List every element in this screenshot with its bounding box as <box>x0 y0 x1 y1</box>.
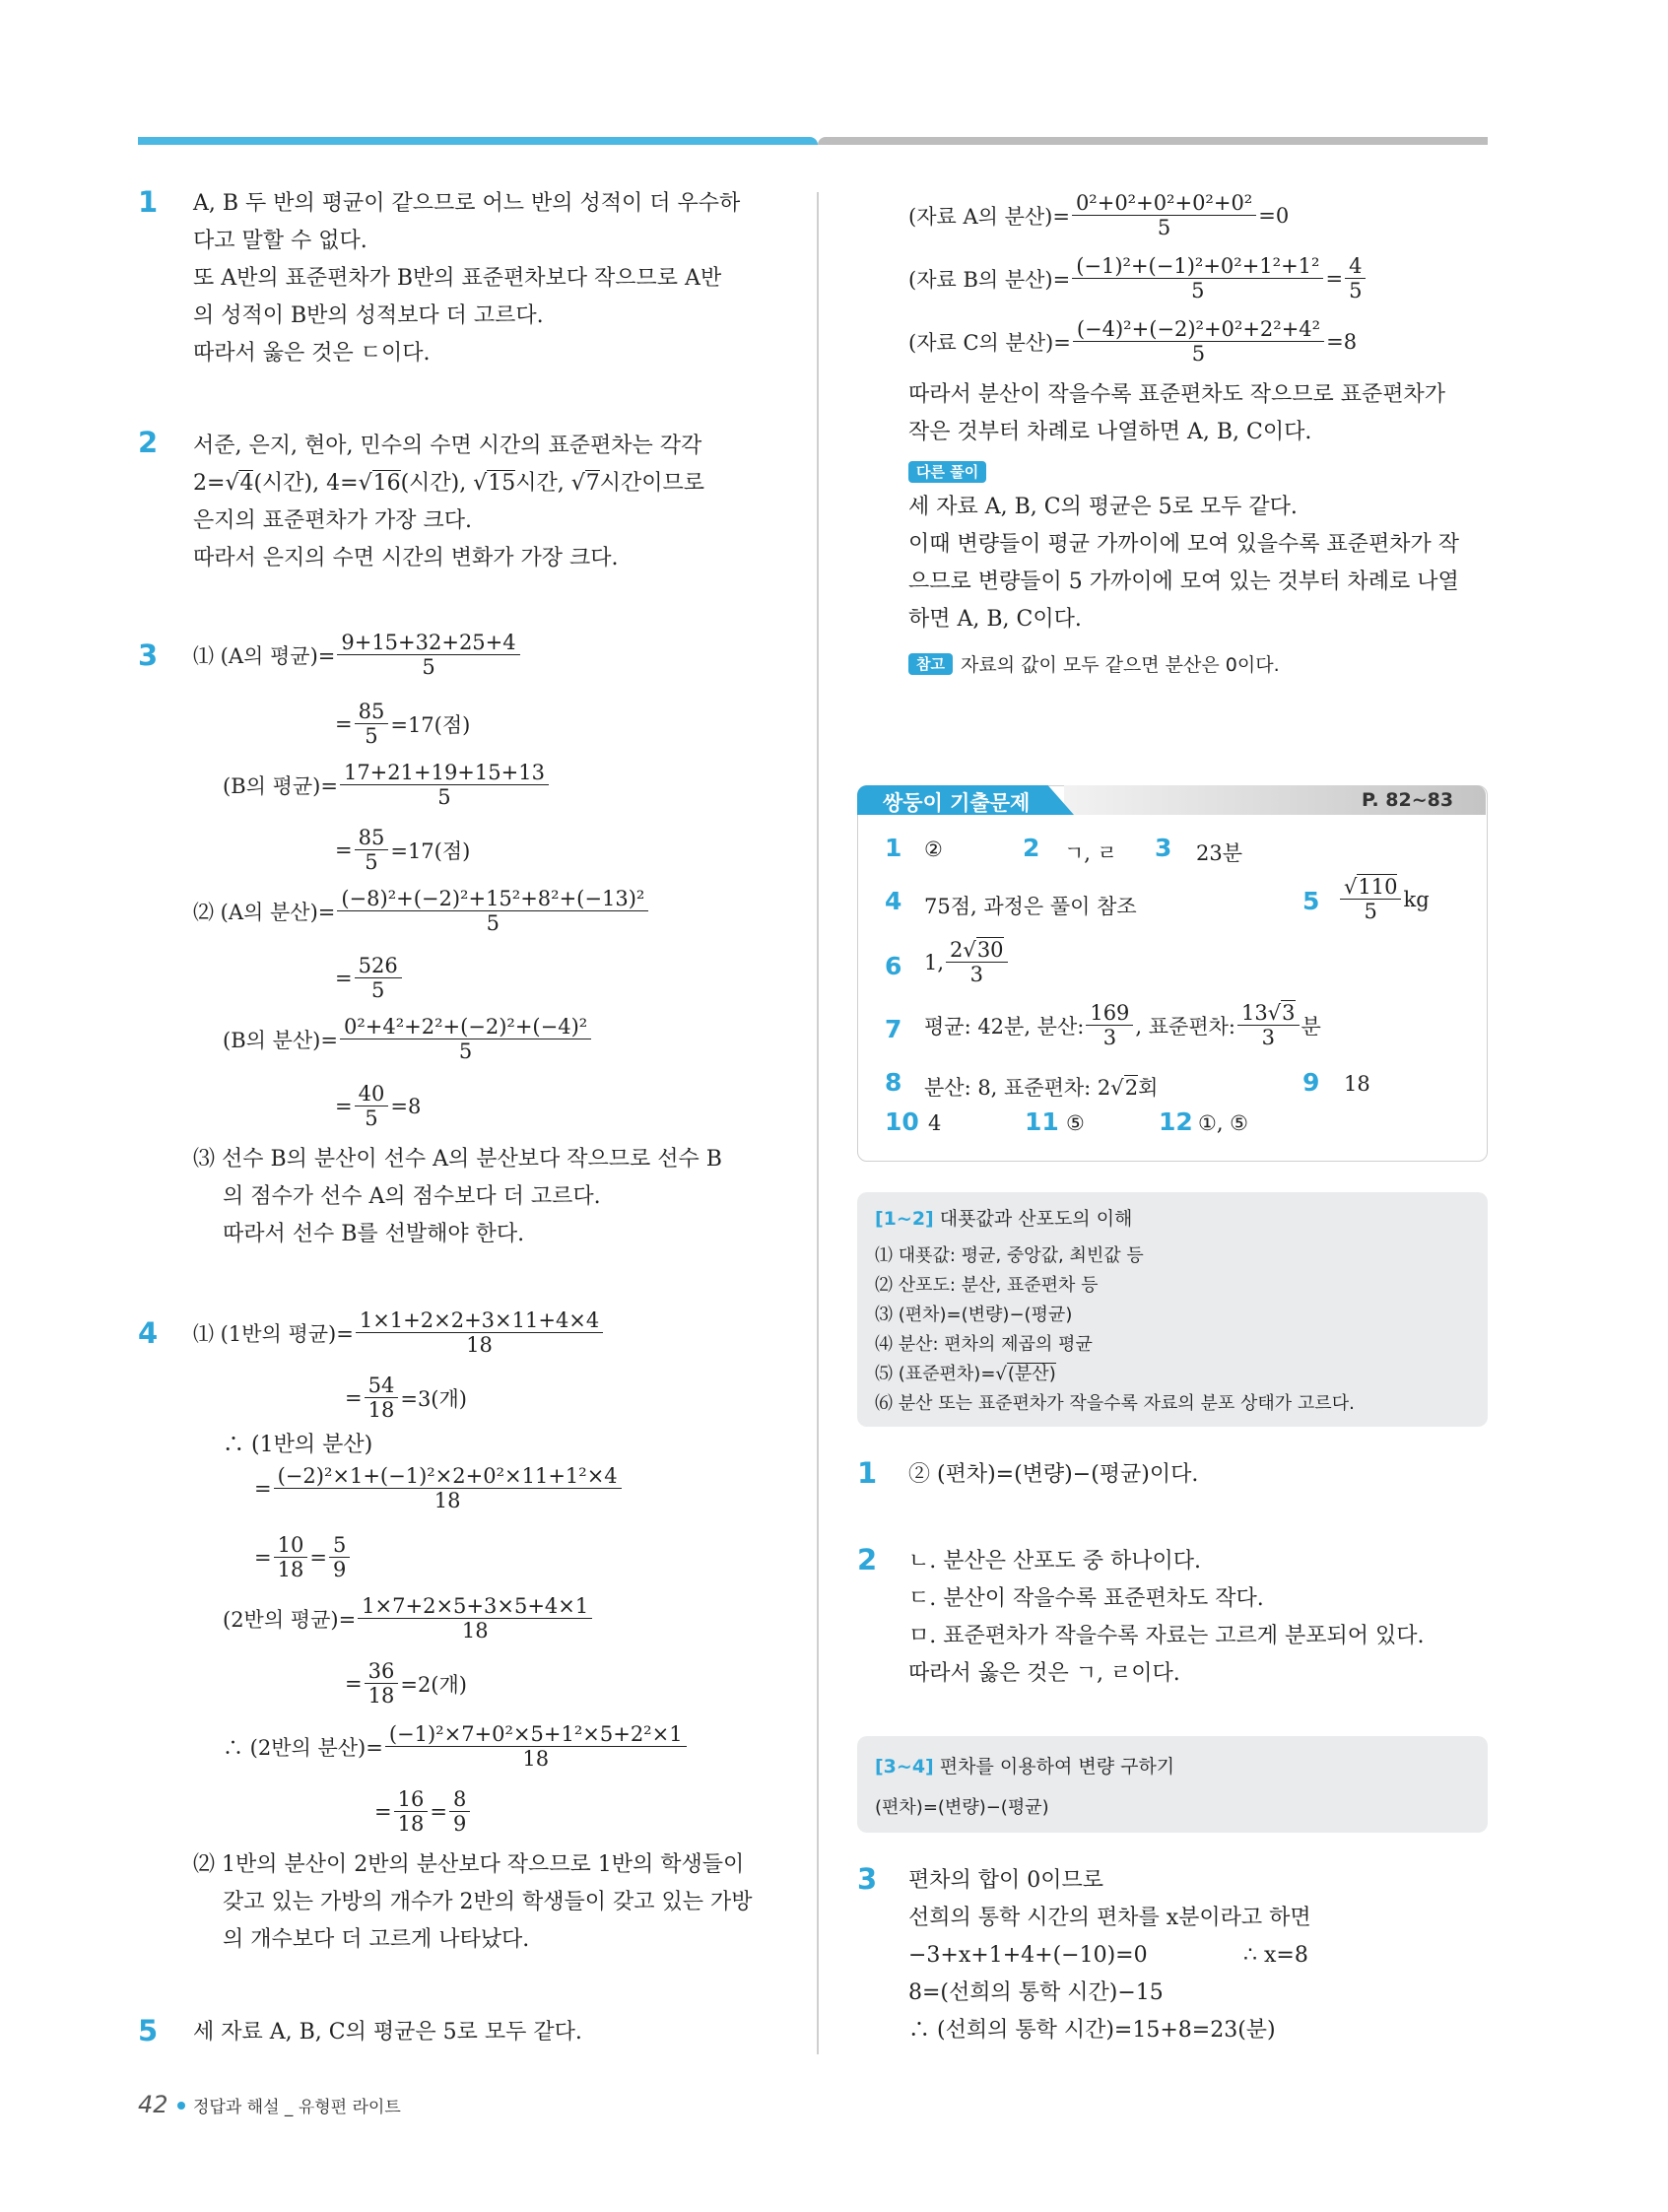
footer-text: 정답과 해설 _ 유형편 라이트 <box>193 2098 401 2117</box>
concept-line: (편차)=(변량)−(평균) <box>875 1797 1049 1818</box>
math-line: = $\frac{54}{18}$ =3(개) <box>345 1374 467 1422</box>
answer-line: ∴ x=8 <box>1243 1943 1308 1968</box>
answer-line: ㄷ. 분산이 작을수록 표준편차도 작다. <box>908 1586 1264 1611</box>
concept-line: ⑴ 대푯값: 평균, 중앙값, 최빈값 등 <box>875 1245 1144 1266</box>
answer-line: 따라서 분산이 작을수록 표준편차도 작으므로 표준편차가 <box>908 382 1446 407</box>
answer-number: 10 <box>885 1107 919 1136</box>
answer-line: ⑵ 1반의 분산이 2반의 분산보다 작으므로 1반의 학생들이 <box>193 1852 745 1877</box>
question-number: 1 <box>138 185 159 219</box>
answer-line: 따라서 옳은 것은 ㄷ이다. <box>193 341 431 366</box>
answer-line: 의 점수가 선수 A의 점수보다 더 고르다. <box>223 1184 601 1209</box>
math-line: = $\frac{526}{5}$ <box>335 954 404 1002</box>
math-line: (자료 C의 분산)= $\frac{\text{(−4)²+(−2)²+0²+2²+4²}}{5}$ =8 <box>908 317 1358 366</box>
answer-number: 12 <box>1159 1107 1193 1136</box>
answer-value: ⑤ <box>1066 1111 1085 1135</box>
math-line: = $\frac{16}{18}$ = $\frac{8}{9}$ <box>374 1787 472 1836</box>
math-line: = $\frac{40}{5}$ =8 <box>335 1082 422 1130</box>
answer-line: 편차의 합이 0이므로 <box>908 1868 1103 1893</box>
answer-line: 따라서 선수 B를 선발해야 한다. <box>223 1222 525 1246</box>
question-number: 3 <box>857 1862 878 1896</box>
question-number: 5 <box>138 2014 159 2047</box>
answer-value: 1, $\frac{2√30}{3}$ <box>924 938 1010 986</box>
math-line: (B의 평균)= $\frac{17+21+19+15+13}{5}$ <box>223 761 551 809</box>
answer-number: 9 <box>1302 1068 1320 1097</box>
answer-line: ㅁ. 표준편차가 작을수록 자료는 고르게 분포되어 있다. <box>908 1624 1425 1648</box>
answer-value: 23분 <box>1196 841 1243 865</box>
top-bar-right <box>818 137 1488 145</box>
answer-line: 으므로 변량들이 5 가까이에 모여 있는 것부터 차례로 나열 <box>908 570 1459 594</box>
math-line: ⑴ (A의 평균)= $\frac{9+15+32+25+4}{5}$ <box>193 631 522 679</box>
answer-line: 따라서 옳은 것은 ㄱ, ㄹ이다. <box>908 1661 1180 1686</box>
answer-line: 8=(선희의 통학 시간)−15 <box>908 1980 1164 2005</box>
answer-number: 8 <box>885 1068 902 1097</box>
answer-line: 의 성적이 B반의 성적보다 더 고르다. <box>193 303 544 328</box>
math-line: (B의 분산)= $\frac{\text{0²+4²+2²+(−2)²+(−4)²}}{5}$ <box>223 1015 593 1063</box>
answer-number: 11 <box>1025 1107 1059 1136</box>
answer-line: ∴ (선희의 통학 시간)=15+8=23(분) <box>908 2018 1276 2043</box>
question-number: 3 <box>138 638 159 672</box>
math-line: ⑵ (A의 분산)= $\frac{\text{(−8)²+(−2)²+15²+8²+(−13)²}}{5}$ <box>193 887 650 935</box>
answer-line: A, B 두 반의 평균이 같으므로 어느 반의 성적이 더 우수하 <box>193 191 741 216</box>
answer-key-title: 쌍둥이 기출문제 <box>883 791 1031 815</box>
math-line: = $\frac{85}{5}$ =17(점) <box>335 700 471 748</box>
answer-line: −3+x+1+4+(−10)=0 <box>908 1943 1148 1968</box>
answer-number: 2 <box>1023 834 1040 862</box>
concept-line: ⑸ (표준편차)=√(분산) <box>875 1364 1056 1384</box>
answer-line: ⑶ 선수 B의 분산이 선수 A의 분산보다 작으므로 선수 B <box>193 1147 722 1172</box>
math-line: = $\frac{36}{18}$ =2(개) <box>345 1659 467 1708</box>
answer-value: 평균: 42분, 분산: $\frac{169}{3}$ , 표준편차: $\frac{13√3}{3}$ 분 <box>924 1001 1321 1049</box>
concept-title: [1~2] 대푯값과 산포도의 이해 <box>875 1208 1133 1230</box>
math-line: (자료 A의 분산)= $\frac{\text{0²+0²+0²+0²+0²}}{5}$ =0 <box>908 191 1290 239</box>
question-number: 4 <box>138 1316 159 1350</box>
answer-line: 하면 A, B, C이다. <box>908 607 1082 632</box>
answer-line: 작은 것부터 차례로 나열하면 A, B, C이다. <box>908 420 1312 444</box>
math-line: = $\frac{85}{5}$ =17(점) <box>335 826 471 874</box>
answer-value: $\frac{√110}{5}$ kg <box>1338 875 1430 923</box>
math-line: = $\frac{10}{18}$ = $\frac{5}{9}$ <box>254 1533 352 1581</box>
answer-value: 75점, 과정은 풀이 참조 <box>924 895 1137 918</box>
answer-number: 1 <box>885 834 902 862</box>
question-number: 1 <box>857 1456 878 1490</box>
page-number: 42 <box>138 2091 168 2118</box>
note <box>908 650 1280 677</box>
bullet-icon <box>177 2102 185 2110</box>
answer-number: 4 <box>885 887 902 915</box>
math-line: (자료 B의 분산)= $\frac{\text{(−1)²+(−1)²+0²+1²+1²}}{5}$ = $\frac{4}{5}$ <box>908 254 1368 302</box>
answer-line: 세 자료 A, B, C의 평균은 5로 모두 같다. <box>908 495 1298 519</box>
answer-line: 따라서 은지의 수면 시간의 변화가 가장 크다. <box>193 546 619 570</box>
math-line: ∴ (2반의 분산)= $\frac{\text{(−1)²×7+0²×5+1²×5+2²×1}}{18}$ <box>223 1722 689 1771</box>
concept-line: ⑶ (편차)=(변량)−(평균) <box>875 1305 1073 1325</box>
concept-title: [3~4] 편차를 이용하여 변량 구하기 <box>875 1756 1175 1777</box>
concept-line: ⑵ 산포도: 분산, 표준편차 등 <box>875 1275 1099 1296</box>
concept-line: ⑷ 분산: 편차의 제곱의 평균 <box>875 1334 1093 1355</box>
note-text: 자료의 값이 모두 같으면 분산은 0이다. <box>960 654 1280 676</box>
answer-number: 5 <box>1302 887 1320 915</box>
math-line: (2반의 평균)= $\frac{1\times 7+2\times 5+3\times 5+4\times 1}{18}$ <box>223 1594 594 1642</box>
question-number: 2 <box>857 1543 878 1576</box>
answer-line: ② (편차)=(변량)−(평균)이다. <box>908 1462 1199 1487</box>
answer-line: 2=√4(시간), 4=√16(시간), √15시간, √7시간이므로 <box>193 471 705 496</box>
answer-value: 18 <box>1344 1072 1370 1096</box>
answer-number: 6 <box>885 952 902 980</box>
answer-line: ㄴ. 분산은 산포도 중 하나이다. <box>908 1549 1201 1574</box>
answer-line: 선희의 통학 시간의 편차를 x분이라고 하면 <box>908 1906 1311 1930</box>
math-line: ⑴ (1반의 평균)= $\frac{1\times 1+2\times 2+3\times 11+4\times 4}{18}$ <box>193 1308 605 1357</box>
answer-value: ①, ⑤ <box>1198 1111 1249 1135</box>
alt-solution-tag: 다른 풀이 <box>908 461 986 483</box>
answer-line: 다고 말할 수 없다. <box>193 229 367 253</box>
answer-value: 4 <box>928 1111 942 1135</box>
answer-line: 갖고 있는 가방의 개수가 2반의 학생들이 갖고 있는 가방 <box>223 1890 753 1914</box>
math-line: = $\frac{\text{(−2)²×1+(−1)²×2+0²×11+1²×4}}{18}$ <box>254 1464 624 1512</box>
answer-value: ② <box>924 838 943 861</box>
answer-line: 의 개수보다 더 고르게 나타났다. <box>223 1927 530 1952</box>
answer-line: 은지의 표준편차가 가장 크다. <box>193 508 472 533</box>
answer-line: ∴ (1반의 분산) <box>223 1433 373 1457</box>
answer-line: 이때 변량들이 평균 가까이에 모여 있을수록 표준편차가 작 <box>908 532 1460 557</box>
answer-line: 세 자료 A, B, C의 평균은 5로 모두 같다. <box>193 2020 582 2044</box>
answer-key-pages: P. 82~83 <box>1362 789 1454 811</box>
answer-number: 7 <box>885 1015 902 1043</box>
answer-number: 3 <box>1155 834 1172 862</box>
answer-line: 서준, 은지, 현아, 민수의 수면 시간의 표준편차는 각각 <box>193 434 702 458</box>
answer-line: 또 A반의 표준편차가 B반의 표준편차보다 작으므로 A반 <box>193 266 722 291</box>
top-bar-left <box>138 137 818 145</box>
answer-value: ㄱ, ㄹ <box>1064 841 1117 865</box>
concept-line: ⑹ 분산 또는 표준편차가 작을수록 자료의 분포 상태가 고르다. <box>875 1393 1355 1414</box>
column-divider <box>817 192 819 2054</box>
question-number: 2 <box>138 426 159 459</box>
note-tag: 참고 <box>908 653 953 675</box>
answer-value: 분산: 8, 표준편차: 2√2회 <box>924 1076 1159 1100</box>
